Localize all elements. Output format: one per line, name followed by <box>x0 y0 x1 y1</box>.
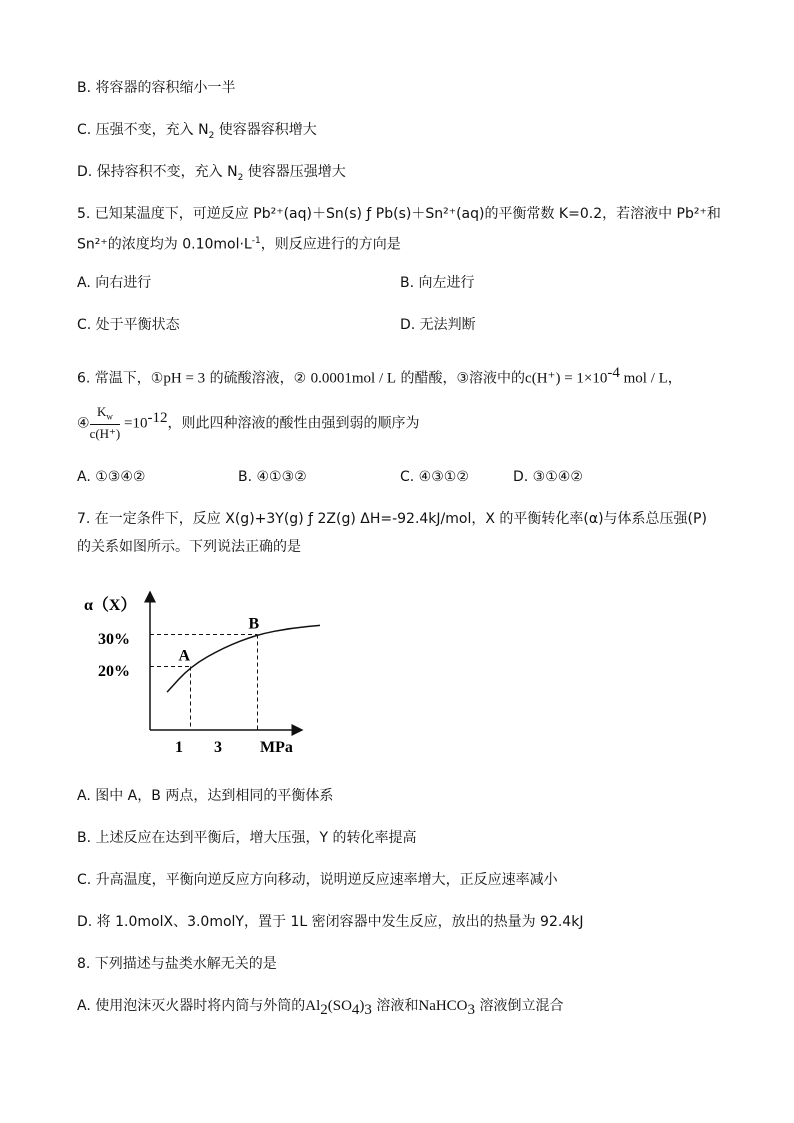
q5-option-a: A. 向右进行 <box>77 275 152 291</box>
q5-option-c: C. 处于平衡状态 <box>77 317 180 333</box>
point-label-B: B <box>248 615 260 633</box>
q5-option-b: B. 向左进行 <box>400 275 475 291</box>
q4-option-c: C. 压强不变，充入 $N_2$ 使容器容积增大 <box>77 122 317 141</box>
q4-option-d: D. 保持容积不变，充入 $N_2$ 使容器压强增大 <box>77 164 346 183</box>
x-axis-label: MPa <box>260 739 293 756</box>
q5-stem-line1: 5. 已知某温度下，可逆反应 Pb²⁺(aq)＋Sn(s) ƒ Pb(s)＋Sn²⁺(aq)的平衡常数 K=0.2，若溶液中 Pb²⁺和 <box>77 206 721 222</box>
q8-stem: 8. 下列描述与盐类水解无关的是 <box>77 956 277 972</box>
y-tick-label-20: 20% <box>98 663 130 680</box>
y-axis-label: α（X） <box>84 597 137 614</box>
q6-option-b: B. ④①③② <box>238 469 307 485</box>
q7-stem-line1: 7. 在一定条件下，反应 X(g)+3Y(g) ƒ 2Z(g) ΔH=-92.4kJ/mol，X 的平衡转化率(α)与体系总压强(P) <box>77 511 707 527</box>
x-tick-label-3: 3 <box>214 739 222 756</box>
kw-fraction: $\frac{K_w}{c(H^+)}$ <box>89 403 121 442</box>
q6-option-a: A. ①③④② <box>77 469 146 485</box>
q6-stem-line2: ④ $\frac{K_w}{c(H^+)}$ $=10^{-12}$，则此四种溶液的酸性由强到弱的顺序为 <box>77 403 420 442</box>
q7-option-a: A. 图中 A，B 两点，达到相同的平衡体系 <box>77 788 334 804</box>
x-tick-label-1: 1 <box>175 739 183 756</box>
point-label-A: A <box>178 647 191 665</box>
q7-stem-line2: 的关系如图所示。下列说法正确的是 <box>77 539 301 555</box>
q7-option-d: D. 将 1.0molX、3.0molY，置于 1L 密闭容器中发生反应，放出的热量为 92.4kJ <box>77 914 584 930</box>
q7-option-b: B. 上述反应在达到平衡后，增大压强，Y 的转化率提高 <box>77 830 417 846</box>
q5-stem-line2: Sn²⁺的浓度均为 $0.10mol\cdot L^{-1}$，则反应进行的方向是 <box>77 236 401 253</box>
q5-option-d: D. 无法判断 <box>400 317 476 333</box>
y-tick-label-30: 30% <box>98 631 130 648</box>
q6-option-d: D. ③①④② <box>513 469 583 485</box>
q8-option-a: A. 使用泡沫灭火器时将内筒与外筒的$Al_2(SO_4)_3$ 溶液和NaHCO$_3$ 溶液倒立混合 <box>77 998 564 1018</box>
q7-option-c: C. 升高温度，平衡向逆反应方向移动，说明逆反应速率增大，正反应速率减小 <box>77 872 558 888</box>
conversion-pressure-chart <box>70 582 320 762</box>
q6-option-c: C. ④③①② <box>400 469 469 485</box>
q4-option-b: B. 将容器的容积缩小一半 <box>77 80 236 96</box>
q6-stem-line1: 6. 常温下，①pH = 3 的硫酸溶液，② 0.0001mol / L 的醋酸，③溶液中的$c(H^+) = 1\times 10^{-4}$ mol / L， <box>77 365 682 387</box>
